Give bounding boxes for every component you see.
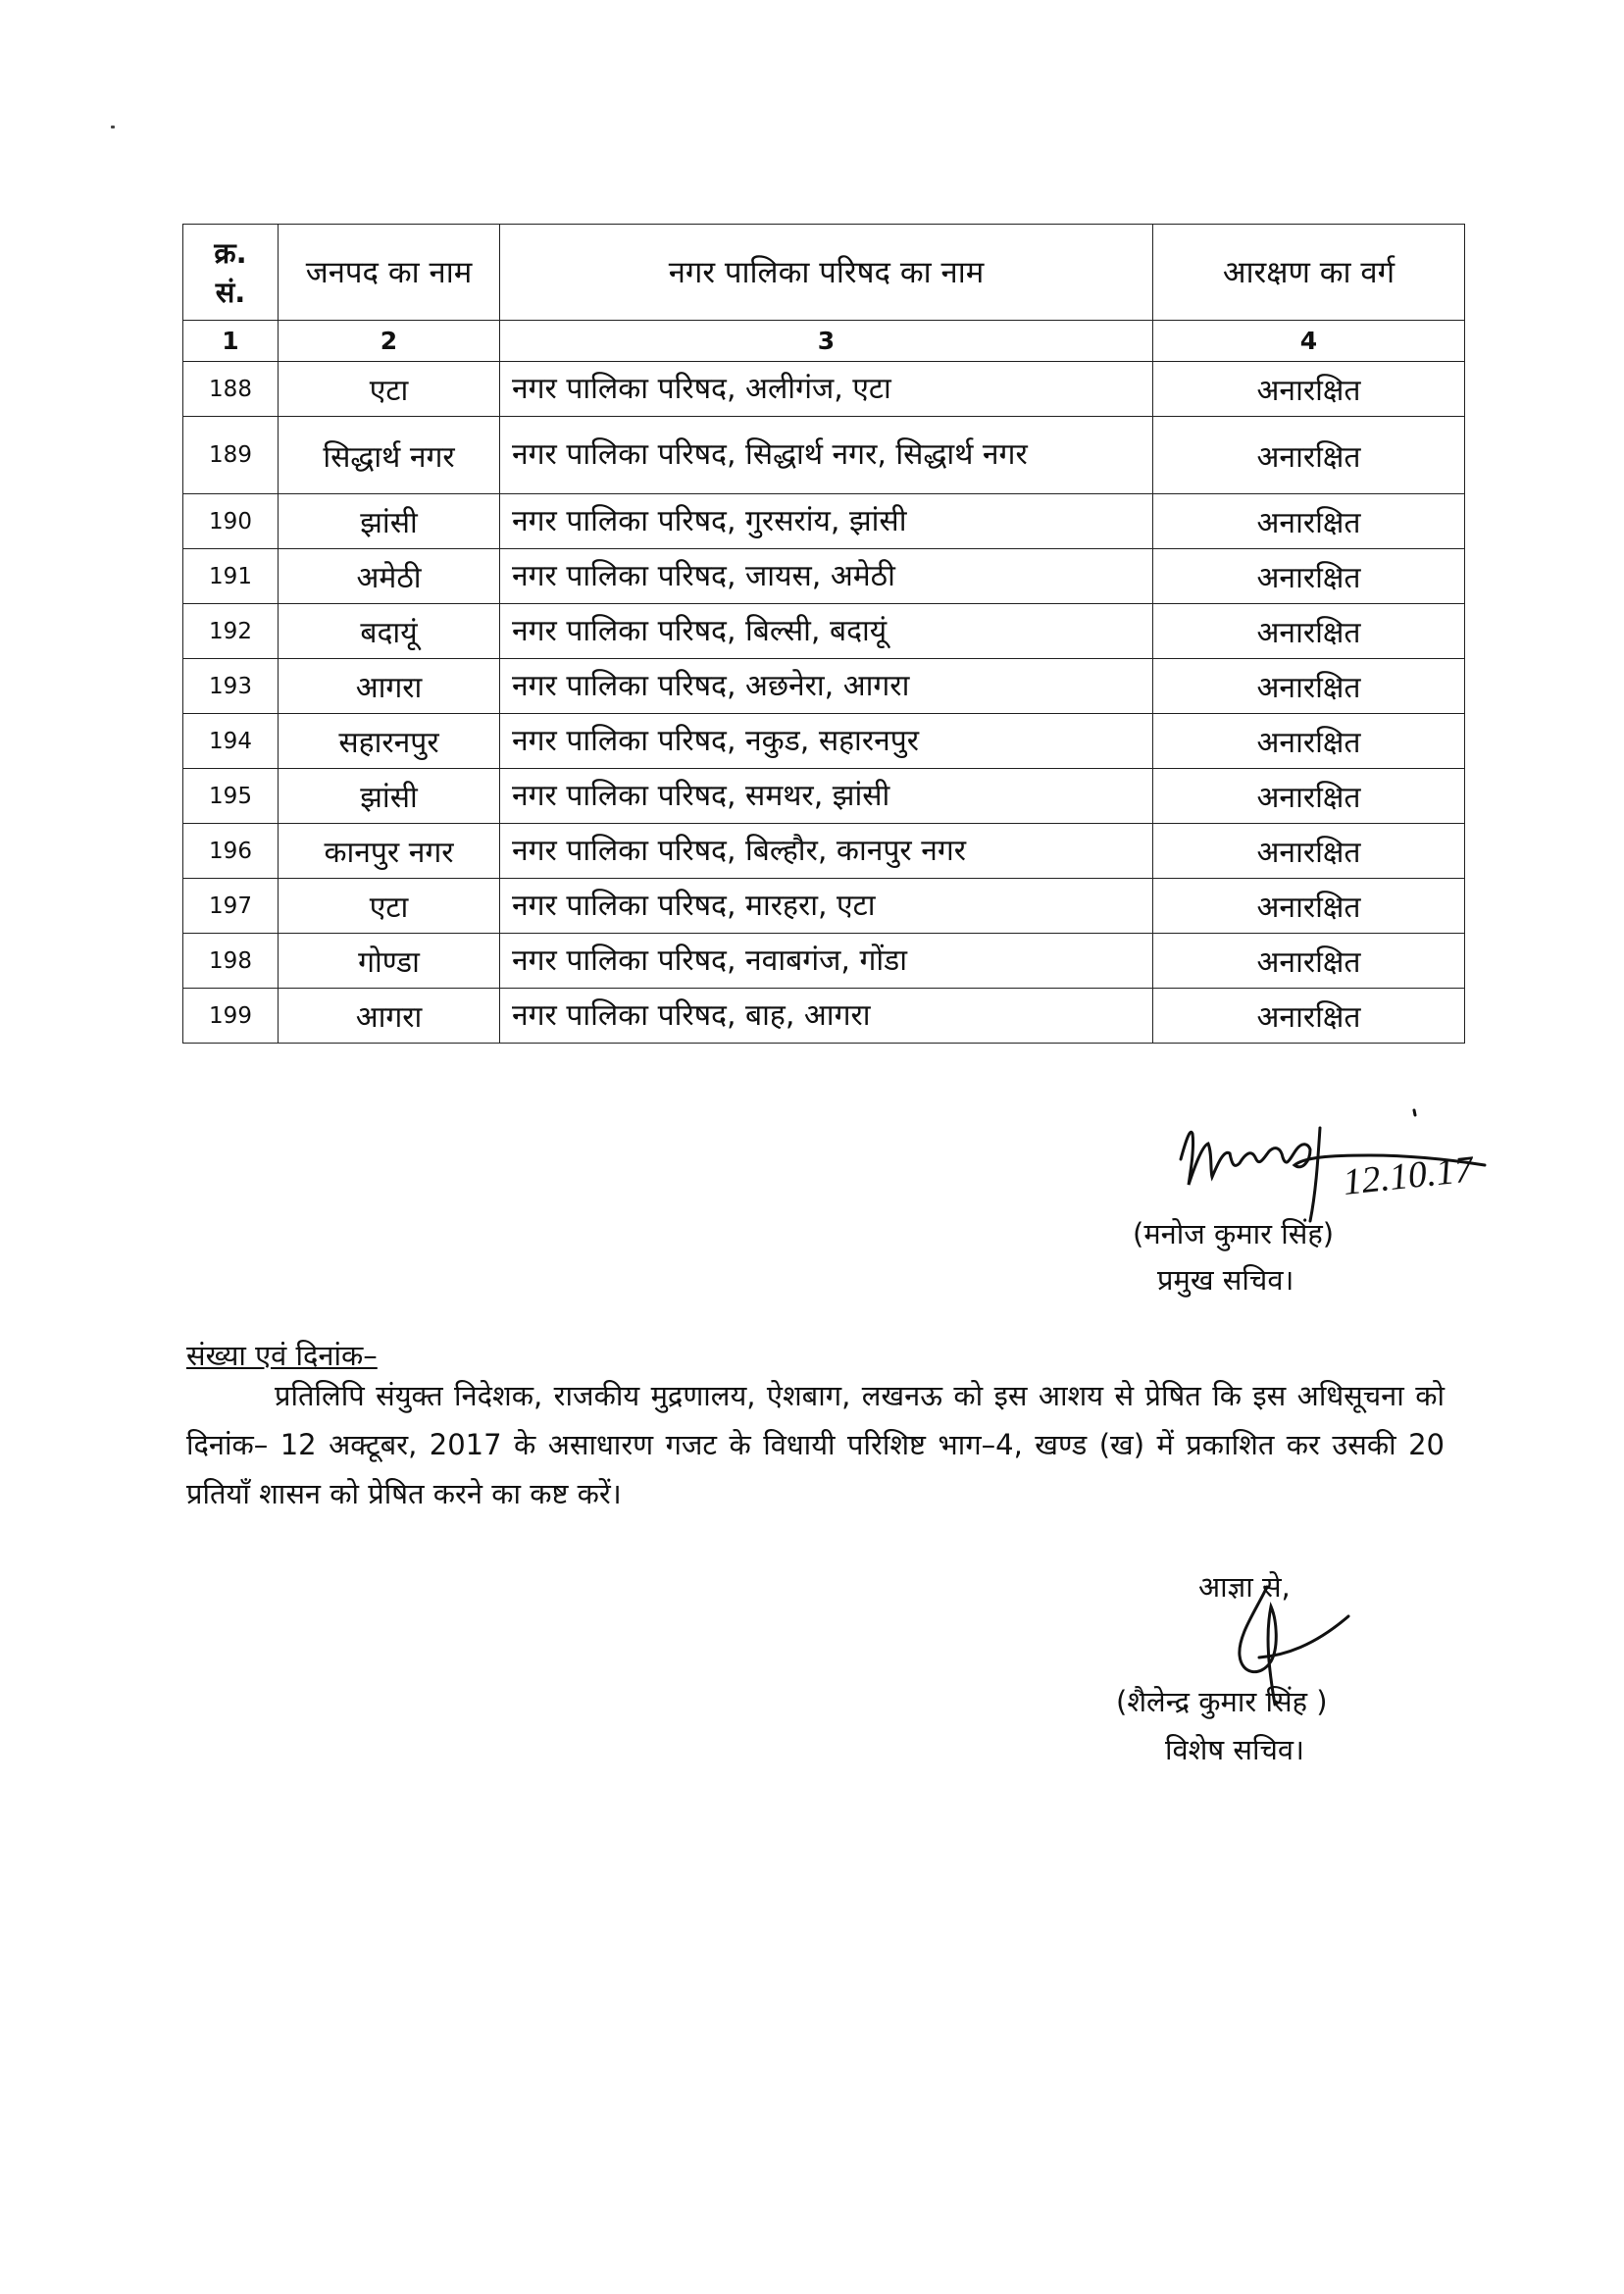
council-cell: नगर पालिका परिषद, बिल्हौर, कानपुर नगर [500,824,1153,879]
serial-cell: 196 [183,824,279,879]
district-cell: आगरा [279,659,500,714]
category-cell: अनारक्षित [1153,989,1465,1044]
district-cell: आगरा [279,989,500,1044]
serial-cell: 194 [183,714,279,769]
serial-cell: 192 [183,604,279,659]
district-cell: गोण्डा [279,934,500,989]
council-cell: नगर पालिका परिषद, अछनेरा, आगरा [500,659,1153,714]
district-cell: बदायूं [279,604,500,659]
district-cell: सहारनपुर [279,714,500,769]
council-cell: नगर पालिका परिषद, बिल्सी, बदायूं [500,604,1153,659]
serial-cell: 195 [183,769,279,824]
signature-manoj [1173,1098,1497,1226]
category-cell: अनारक्षित [1153,714,1465,769]
column-number: 2 [279,321,500,362]
signatory2-name: (शैलेन्द्र कुमार सिंह ) [1116,1685,1328,1718]
table-row [183,659,1465,714]
header-serial: क्र. सं. [183,225,279,321]
table-row [183,824,1465,879]
council-cell: नगर पालिका परिषद, बाह, आगरा [500,989,1153,1044]
district-cell: अमेठी [279,549,500,604]
serial-cell: 197 [183,879,279,934]
district-cell: झांसी [279,494,500,549]
table-row [183,934,1465,989]
council-cell: नगर पालिका परिषद, अलीगंज, एटा [500,362,1153,417]
category-cell: अनारक्षित [1153,604,1465,659]
serial-cell: 190 [183,494,279,549]
category-cell: अनारक्षित [1153,494,1465,549]
serial-cell: 199 [183,989,279,1044]
serial-cell: 198 [183,934,279,989]
column-number: 1 [183,321,279,362]
column-number: 3 [500,321,1153,362]
category-cell: अनारक्षित [1153,549,1465,604]
endorsement-body: प्रतिलिपि संयुक्त निदेशक, राजकीय मुद्रणालय, ऐशबाग, लखनऊ को इस आशय से प्रेषित कि इस अधिसूचना को दिनांक– 12 अक्टूबर, 2017 के असाधारण गजट के विधायी परिशिष्ट भाग–4, खण्ड (ख) में प्रकाशित कर उसकी 20 प्रतियाँ शासन को प्रेषित करने का कष्ट करें। [186,1379,1445,1510]
by-order-text: आज्ञा से, [1198,1570,1291,1604]
reservation-table [182,224,1465,1044]
signatory1-designation: प्रमुख सचिव। [1157,1263,1294,1297]
category-cell: अनारक्षित [1153,824,1465,879]
header-council: नगर पालिका परिषद का नाम [500,225,1153,321]
signature-date: 12.10.17 [1341,1148,1476,1203]
table-row [183,494,1465,549]
category-cell: अनारक्षित [1153,362,1465,417]
district-cell: एटा [279,879,500,934]
table-row [183,417,1465,494]
signatory2-designation: विशेष सचिव। [1165,1733,1304,1766]
scan-speck [111,126,115,128]
table-row [183,879,1465,934]
table-row [183,714,1465,769]
column-number: 4 [1153,321,1465,362]
header-district: जनपद का नाम [279,225,500,321]
endorsement-heading: संख्या एवं दिनांक– [186,1339,378,1372]
council-cell: नगर पालिका परिषद, नकुड, सहारनपुर [500,714,1153,769]
table-row [183,604,1465,659]
serial-cell: 191 [183,549,279,604]
column-number-row [183,321,1465,362]
district-cell: कानपुर नगर [279,824,500,879]
category-cell: अनारक्षित [1153,934,1465,989]
council-cell: नगर पालिका परिषद, नवाबगंज, गोंडा [500,934,1153,989]
serial-cell: 189 [183,417,279,494]
council-cell: नगर पालिका परिषद, गुरसरांय, झांसी [500,494,1153,549]
signatory1-name: (मनोज कुमार सिंह) [1133,1217,1335,1250]
council-cell: नगर पालिका परिषद, समथर, झांसी [500,769,1153,824]
table-row [183,769,1465,824]
category-cell: अनारक्षित [1153,659,1465,714]
table-row [183,549,1465,604]
council-cell: नगर पालिका परिषद, सिद्धार्थ नगर, सिद्धार्थ नगर [500,417,1153,494]
serial-cell: 193 [183,659,279,714]
council-cell: नगर पालिका परिषद, मारहरा, एटा [500,879,1153,934]
district-cell: एटा [279,362,500,417]
serial-cell: 188 [183,362,279,417]
table-header-row [183,225,1465,321]
table-row [183,989,1465,1044]
category-cell: अनारक्षित [1153,879,1465,934]
district-cell: झांसी [279,769,500,824]
category-cell: अनारक्षित [1153,417,1465,494]
district-cell: सिद्धार्थ नगर [279,417,500,494]
category-cell: अनारक्षित [1153,769,1465,824]
table-row [183,362,1465,417]
council-cell: नगर पालिका परिषद, जायस, अमेठी [500,549,1153,604]
header-category: आरक्षण का वर्ग [1153,225,1465,321]
